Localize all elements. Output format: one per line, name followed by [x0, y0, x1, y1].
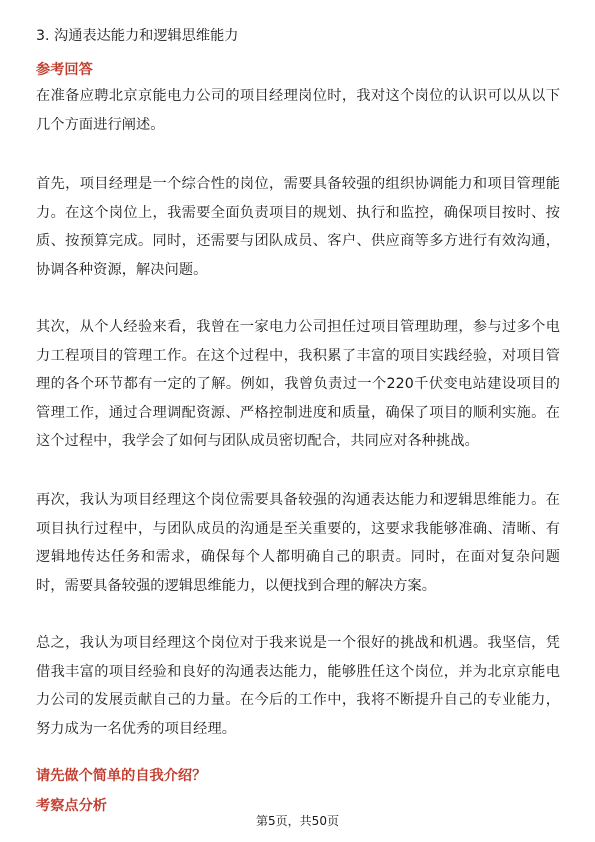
paragraph-intro: 在准备应聘北京京能电力公司的项目经理岗位时，我对这个岗位的认识可以从以下几个方面进行阐述。 — [36, 88, 560, 133]
paragraph-first: 首先，项目经理是一个综合性的岗位，需要具备较强的组织协调能力和项目管理能力。在这个岗位上，我需要全面负责项目的规划、执行和监控，确保项目按时、按质、按预算完成。同时，还需要与团队成员、客户、供应商等多方进行有效沟通，协调各种资源，解决问题。 — [36, 176, 560, 278]
paragraph-conclusion: 总之，我认为项目经理这个岗位对于我来说是一个很好的挑战和机遇。我坚信，凭借我丰富的项目经验和良好的沟通表达能力，能够胜任这个岗位，并为北京京能电力公司的发展贡献自己的力量。在今后的工作中，我将不断提升自己的专业能力，努力成为一名优秀的项目经理。 — [36, 635, 560, 737]
question-heading: 请先做个简单的自我介绍？ — [36, 768, 207, 784]
section-title: 3. 沟通表达能力和逻辑思维能力 — [36, 28, 239, 44]
paragraph-third: 再次，我认为项目经理这个岗位需要具备较强的沟通表达能力和逻辑思维能力。在项目执行过程中，与团队成员的沟通是至关重要的，这要求我能够准确、清晰、有逻辑地传达任务和需求，确保每个人都明确自己的职责。同时，在面对复杂问题时，需要具备较强的逻辑思维能力，以便找到合理的解决方案。 — [36, 492, 560, 594]
page-footer: 第5页，共50页 — [256, 814, 339, 828]
paragraph-second: 其次，从个人经验来看，我曾在一家电力公司担任过项目管理助理，参与过多个电力工程项目的管理工作。在这个过程中，我积累了丰富的项目实践经验，对项目管理的各个环节都有一定的了解。例如，我曾负责过一个220千伏变电站建设项目的管理工作，通过合理调配资源、严格控制进度和质量，确保了项目的顺利实施。在这个过程中，我学会了如何与团队成员密切配合，共同应对各种挑战。 — [36, 319, 560, 450]
reference-answer-label: 参考回答 — [36, 62, 93, 78]
analysis-label: 考察点分析 — [36, 798, 107, 814]
